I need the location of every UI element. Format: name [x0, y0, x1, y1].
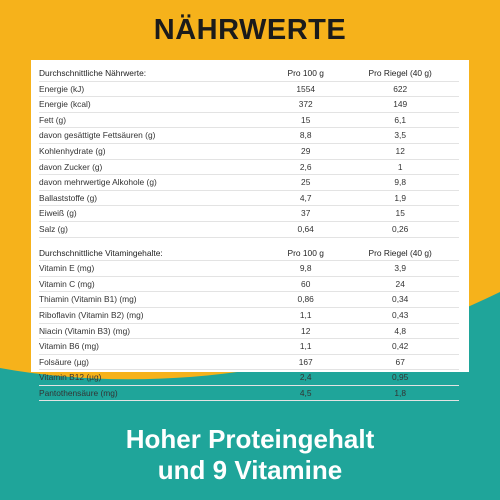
value-per-100g: 8,8	[270, 128, 341, 144]
value-per-bar: 9,8	[341, 175, 459, 191]
value-per-bar: 3,5	[341, 128, 459, 144]
value-per-100g: 2,4	[270, 370, 341, 386]
vitamins-header-cell: Pro 100 g	[270, 246, 341, 261]
value-per-bar: 0,26	[341, 221, 459, 237]
nutrient-label: Vitamin B6 (mg)	[39, 339, 270, 355]
nutrition-table	[39, 66, 459, 401]
page-title: NÄHRWERTE	[153, 14, 347, 46]
table-row	[39, 175, 459, 191]
value-per-bar: 0,95	[341, 370, 459, 386]
nutrient-label: Vitamin E (mg)	[39, 261, 270, 277]
nutrition-header-cell: Pro Riegel (40 g)	[341, 66, 459, 81]
table-row	[39, 261, 459, 277]
value-per-100g: 2,6	[270, 159, 341, 175]
table-row	[39, 323, 459, 339]
table-row	[39, 112, 459, 128]
nutrient-label: Salz (g)	[39, 221, 270, 237]
table-row	[39, 307, 459, 323]
nutrient-label: Energie (kcal)	[39, 97, 270, 113]
value-per-100g: 167	[270, 354, 341, 370]
value-per-100g: 0,86	[270, 292, 341, 308]
spacer-cell	[39, 237, 459, 246]
value-per-bar: 4,8	[341, 323, 459, 339]
nutrient-label: Pantothensäure (mg)	[39, 385, 270, 401]
value-per-100g: 1,1	[270, 339, 341, 355]
table-row	[39, 143, 459, 159]
nutrition-table-card	[31, 60, 469, 398]
nutrition-header-cell: Pro 100 g	[270, 66, 341, 81]
nutrient-label: Folsäure (µg)	[39, 354, 270, 370]
value-per-bar: 1	[341, 159, 459, 175]
value-per-100g: 25	[270, 175, 341, 191]
value-per-bar: 1,8	[341, 385, 459, 401]
value-per-bar: 12	[341, 143, 459, 159]
nutrient-label: Vitamin B12 (µg)	[39, 370, 270, 386]
vitamins-header-cell: Pro Riegel (40 g)	[341, 246, 459, 261]
value-per-bar: 622	[341, 81, 459, 97]
value-per-100g: 0,64	[270, 221, 341, 237]
table-row	[39, 221, 459, 237]
table-row	[39, 206, 459, 222]
slogan	[0, 424, 500, 486]
nutrient-label: Eiweiß (g)	[39, 206, 270, 222]
value-per-bar: 67	[341, 354, 459, 370]
value-per-100g: 60	[270, 276, 341, 292]
table-row	[39, 370, 459, 386]
value-per-bar: 1,9	[341, 190, 459, 206]
section-spacer	[39, 237, 459, 246]
value-per-100g: 12	[270, 323, 341, 339]
slogan-line-2: und 9 Vitamine	[157, 455, 343, 485]
value-per-bar: 0,42	[341, 339, 459, 355]
table-row	[39, 339, 459, 355]
nutrition-header-cell: Durchschnittliche Nährwerte:	[39, 66, 270, 81]
value-per-bar: 15	[341, 206, 459, 222]
value-per-100g: 9,8	[270, 261, 341, 277]
table-row	[39, 385, 459, 401]
value-per-100g: 1554	[270, 81, 341, 97]
nutrient-label: davon gesättigte Fettsäuren (g)	[39, 128, 270, 144]
nutrient-label: davon mehrwertige Alkohole (g)	[39, 175, 270, 191]
nutrient-label: Vitamin C (mg)	[39, 276, 270, 292]
value-per-bar: 0,34	[341, 292, 459, 308]
table-row	[39, 190, 459, 206]
value-per-bar: 6,1	[341, 112, 459, 128]
value-per-100g: 1,1	[270, 307, 341, 323]
value-per-bar: 149	[341, 97, 459, 113]
nutrient-label: Riboflavin (Vitamin B2) (mg)	[39, 307, 270, 323]
nutrient-label: Energie (kJ)	[39, 81, 270, 97]
value-per-100g: 29	[270, 143, 341, 159]
slogan-line-1: Hoher Proteingehalt	[125, 424, 375, 454]
nutrient-label: davon Zucker (g)	[39, 159, 270, 175]
value-per-bar: 0,43	[341, 307, 459, 323]
value-per-100g: 15	[270, 112, 341, 128]
nutrient-label: Kohlenhydrate (g)	[39, 143, 270, 159]
table-row	[39, 276, 459, 292]
nutrient-label: Niacin (Vitamin B3) (mg)	[39, 323, 270, 339]
nutrient-label: Fett (g)	[39, 112, 270, 128]
value-per-bar: 3,9	[341, 261, 459, 277]
table-row	[39, 81, 459, 97]
vitamins-header-row	[39, 246, 459, 261]
table-row	[39, 354, 459, 370]
value-per-100g: 4,5	[270, 385, 341, 401]
nutrient-label: Thiamin (Vitamin B1) (mg)	[39, 292, 270, 308]
value-per-bar: 24	[341, 276, 459, 292]
value-per-100g: 4,7	[270, 190, 341, 206]
table-row	[39, 159, 459, 175]
value-per-100g: 372	[270, 97, 341, 113]
nutrient-label: Ballaststoffe (g)	[39, 190, 270, 206]
table-row	[39, 292, 459, 308]
vitamins-header-cell: Durchschnittliche Vitamingehalte:	[39, 246, 270, 261]
value-per-100g: 37	[270, 206, 341, 222]
table-row	[39, 128, 459, 144]
table-row	[39, 97, 459, 113]
nutrition-header-row	[39, 66, 459, 81]
